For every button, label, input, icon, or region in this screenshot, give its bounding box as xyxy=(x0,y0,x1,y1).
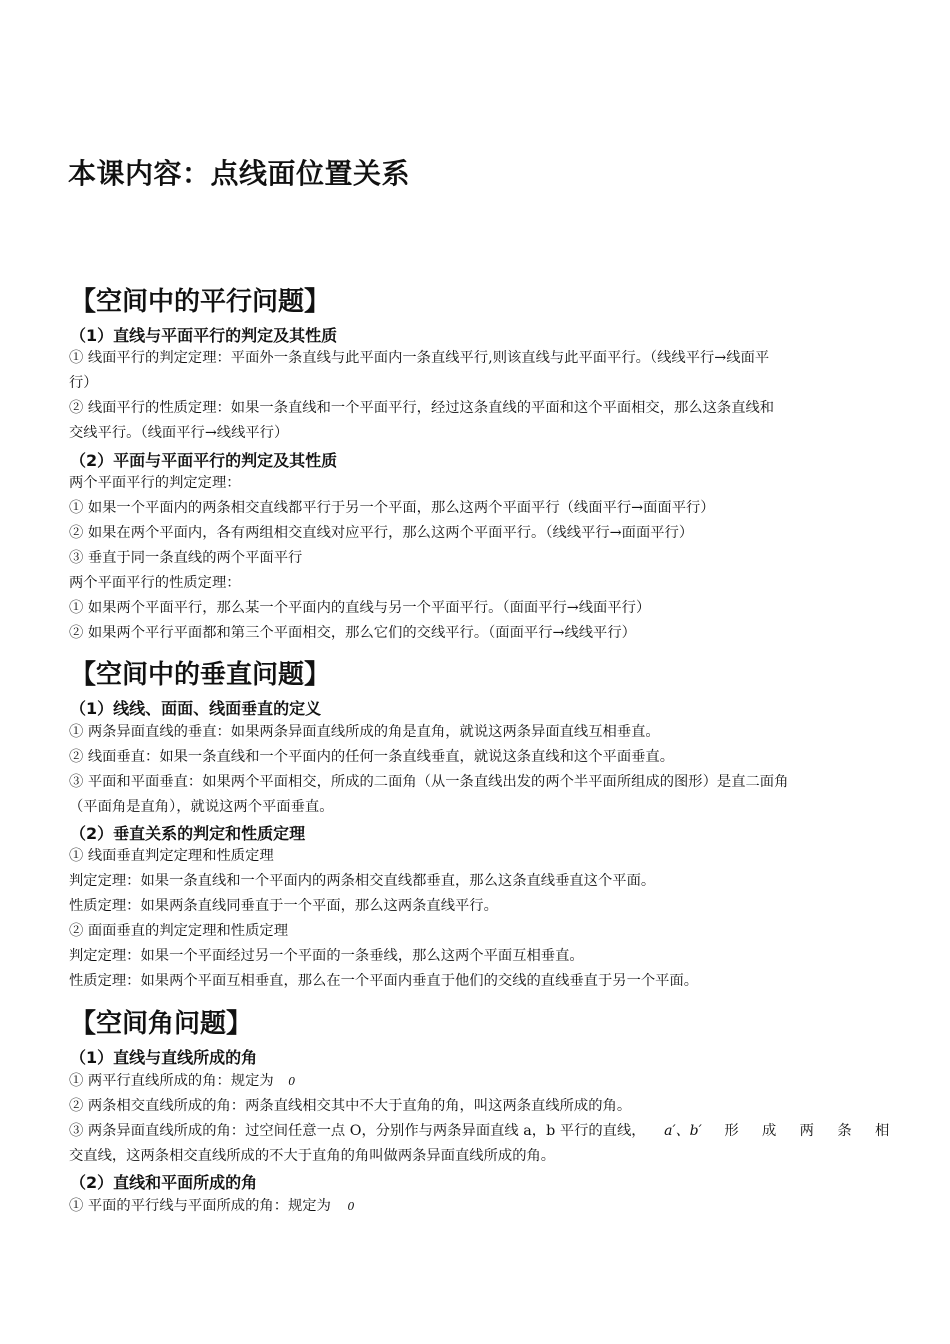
subheading-angle-2: （2）直线和平面所成的角 xyxy=(70,1173,258,1192)
text-line: ③ 平面和平面垂直：如果两个平面相交，所成的二面角（从一条直线出发的两个半平面所组成的图形）是直二面角 xyxy=(69,774,789,790)
text-line: 两个平面平行的性质定理： xyxy=(69,575,241,591)
section-heading-parallel: 【空间中的平行问题】 xyxy=(70,287,331,317)
text-line: ③ 垂直于同一条直线的两个平面平行 xyxy=(69,550,303,566)
text-line: 性质定理：如果两个平面互相垂直，那么在一个平面内垂直于他们的交线的直线垂直于另一个平面。 xyxy=(69,973,699,989)
text-line: 两个平面平行的判定定理： xyxy=(69,475,241,491)
text-line: ② 如果两个平行平面都和第三个平面相交，那么它们的交线平行。（面面平行→线线平行） xyxy=(69,625,636,641)
subheading-angle-1: （1）直线与直线所成的角 xyxy=(70,1048,258,1067)
section-heading-angle: 【空间角问题】 xyxy=(70,1009,253,1039)
text-line xyxy=(69,1121,889,1141)
text-line: ② 如果在两个平面内，各有两组相交直线对应平行，那么这两个平面平行。（线线平行→面面平行） xyxy=(69,525,694,541)
math-a-prime-b-prime: a′、b′ xyxy=(664,1123,702,1139)
math-zero: 0 xyxy=(347,1200,355,1213)
text-line: ① 两条异面直线的垂直：如果两条异面直线所成的角是直角，就说这两条异面直线互相垂直。 xyxy=(69,724,660,740)
text-line: ② 两条相交直线所成的角：两条直线相交其中不大于直角的角，叫这两条直线所成的角。 xyxy=(69,1098,632,1114)
subheading-perpendicular-2: （2）垂直关系的判定和性质定理 xyxy=(70,824,306,843)
text-span: ③ 两条异面直线所成的角：过空间任意一点 O，分别作与两条异面直线 a，b 平行的直线， xyxy=(69,1123,646,1139)
text-line: ① 如果两个平面平行，那么某一个平面内的直线与另一个平面平行。（面面平行→线面平行） xyxy=(69,600,651,616)
text-line: ① 线面平行的判定定理：平面外一条直线与此平面内一条直线平行,则该直线与此平面平行。（线线平行→线面平 xyxy=(69,350,770,366)
text-line: ② 线面垂直：如果一条直线和一个平面内的任何一条直线垂直，就说这条直线和这个平面垂直。 xyxy=(69,749,675,765)
page-title: 本课内容：点线面位置关系 xyxy=(68,157,411,190)
text-line xyxy=(69,1196,354,1217)
text-line: 判定定理：如果一个平面经过另一个平面的一条垂线，那么这两个平面互相垂直。 xyxy=(69,948,584,964)
subheading-perpendicular-1: （1）线线、面面、线面垂直的定义 xyxy=(70,699,322,718)
text-span: ① 平面的平行线与平面所成的角：规定为 xyxy=(69,1198,331,1214)
text-line: 交线平行。（线面平行→线线平行） xyxy=(69,425,289,441)
text-line xyxy=(69,1071,295,1092)
text-line: ① 如果一个平面内的两条相交直线都平行于另一个平面，那么这两个平面平行（线面平行→面面平行） xyxy=(69,500,715,516)
text-span: 形成两条相 xyxy=(724,1123,890,1139)
section-heading-perpendicular: 【空间中的垂直问题】 xyxy=(70,660,331,690)
text-line: 交直线，这两条相交直线所成的不大于直角的角叫做两条异面直线所成的角。 xyxy=(69,1148,556,1164)
text-line: （平面角是直角），就说这两个平面垂直。 xyxy=(69,799,334,815)
text-line: 判定定理：如果一条直线和一个平面内的两条相交直线都垂直，那么这条直线垂直这个平面。 xyxy=(69,873,656,889)
text-span: ① 两平行直线所成的角：规定为 xyxy=(69,1073,274,1089)
text-line: ① 线面垂直判定定理和性质定理 xyxy=(69,848,274,864)
subheading-parallel-1: （1）直线与平面平行的判定及其性质 xyxy=(70,326,338,345)
text-line: 性质定理：如果两条直线同垂直于一个平面，那么这两条直线平行。 xyxy=(69,898,498,914)
text-line: ② 线面平行的性质定理：如果一条直线和一个平面平行，经过这条直线的平面和这个平面相交，那么这条直线和 xyxy=(69,400,775,416)
text-line: 行） xyxy=(69,375,98,391)
math-zero: 0 xyxy=(288,1075,296,1088)
subheading-parallel-2: （2）平面与平面平行的判定及其性质 xyxy=(70,451,338,470)
text-line: ② 面面垂直的判定定理和性质定理 xyxy=(69,923,288,939)
